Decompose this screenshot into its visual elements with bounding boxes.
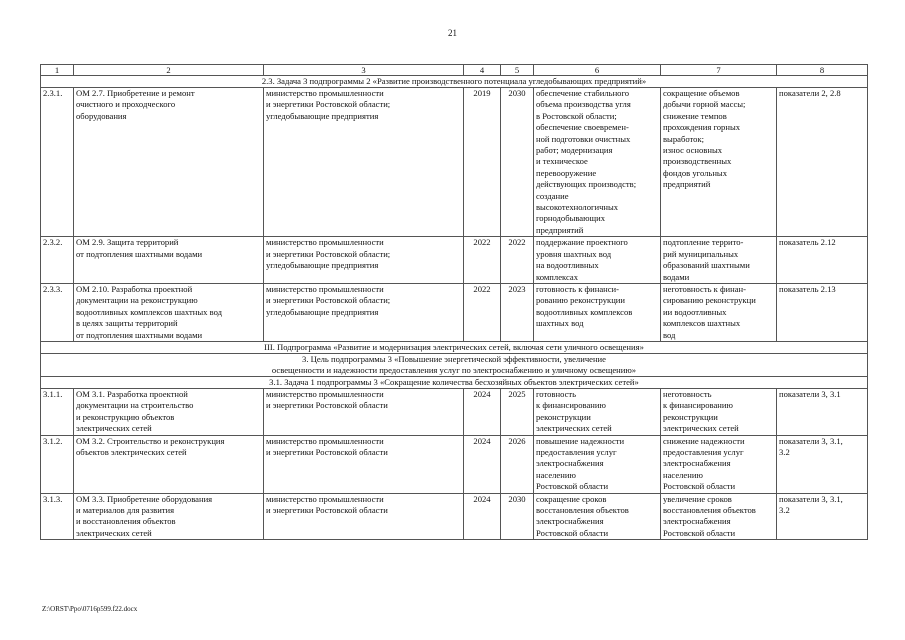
table-row	[41, 493, 868, 540]
start-year: 2024	[464, 493, 501, 540]
end-year: 2030	[501, 88, 534, 237]
end-year: 2025	[501, 388, 534, 435]
subprogram-heading: III. Подпрограмма «Развитие и модернизация электрических сетей, включая сети уличного освещения»	[41, 341, 868, 353]
start-year: 2019	[464, 88, 501, 237]
consequence: сокращение объемов добычи горной массы; снижение темпов прохождения горных выработок; износ основных производственных фондов угольных предприятий	[661, 88, 777, 237]
row-number: 2.3.3.	[41, 283, 74, 341]
indicators: показатель 2.13	[777, 283, 868, 341]
row-number: 3.1.1.	[41, 388, 74, 435]
measure-name: ОМ 3.1. Разработка проектной документации на строительство и реконструкцию объектов электрических сетей	[74, 388, 264, 435]
indicators: показатели 2, 2.8	[777, 88, 868, 237]
col-header: 5	[501, 65, 534, 76]
expected-result: обеспечение стабильного объема производства угля в Ростовской области; обеспечение своевремен- ной подготовки очистных работ; модернизация и техническое перевооружение действующих производств; создание высокотехнологичных горнодобывающих предприятий	[534, 88, 661, 237]
row-number: 3.1.2.	[41, 435, 74, 493]
end-year: 2022	[501, 237, 534, 284]
file-path-footer: Z:\ORST\Ppo\0716p599.f22.docx	[42, 605, 138, 613]
executor: министерство промышленности и энергетики Ростовской области; угледобывающие предприятия	[264, 237, 464, 284]
executor: министерство промышленности и энергетики Ростовской области; угледобывающие предприятия	[264, 88, 464, 237]
end-year: 2030	[501, 493, 534, 540]
goal-heading: 3. Цель подпрограммы 3 «Повышение энергетической эффективности, увеличение освещенности и надежности предоставления услуг по электроснабжению и уличному освещению»	[41, 353, 868, 376]
executor: министерство промышленности и энергетики Ростовской области	[264, 435, 464, 493]
measure-name: ОМ 2.9. Защита территорий от подтопления шахтными водами	[74, 237, 264, 284]
consequence: увеличение сроков восстановления объектов электроснабжения Ростовской области	[661, 493, 777, 540]
indicators: показатели 3, 3.1	[777, 388, 868, 435]
consequence: снижение надежности предоставления услуг электроснабжения населению Ростовской области	[661, 435, 777, 493]
expected-result: поддержание проектного уровня шахтных вод на водоотливных комплексах	[534, 237, 661, 284]
row-number: 2.3.1.	[41, 88, 74, 237]
col-header: 1	[41, 65, 74, 76]
measures-table	[40, 64, 868, 540]
end-year: 2026	[501, 435, 534, 493]
start-year: 2022	[464, 283, 501, 341]
consequence: неготовность к финансированию реконструкции электрических сетей	[661, 388, 777, 435]
row-number: 3.1.3.	[41, 493, 74, 540]
indicators: показатели 3, 3.1, 3.2	[777, 435, 868, 493]
row-number: 2.3.2.	[41, 237, 74, 284]
col-header: 4	[464, 65, 501, 76]
col-header: 7	[661, 65, 777, 76]
col-header: 6	[534, 65, 661, 76]
measure-name: ОМ 3.2. Строительство и реконструкция объектов электрических сетей	[74, 435, 264, 493]
indicators: показатели 3, 3.1, 3.2	[777, 493, 868, 540]
executor: министерство промышленности и энергетики Ростовской области	[264, 388, 464, 435]
task-heading: 2.3. Задача 3 подпрограммы 2 «Развитие производственного потенциала угледобывающих предприятий»	[41, 76, 868, 88]
start-year: 2022	[464, 237, 501, 284]
table-row	[41, 88, 868, 237]
measure-name: ОМ 2.7. Приобретение и ремонт очистного и проходческого оборудования	[74, 88, 264, 237]
column-header-row	[41, 65, 868, 76]
task-heading: 3.1. Задача 1 подпрограммы 3 «Сокращение количества бесхозяйных объектов электрических сетей»	[41, 376, 868, 388]
expected-result: повышение надежности предоставления услуг электроснабжения населению Ростовской области	[534, 435, 661, 493]
col-header: 2	[74, 65, 264, 76]
table-row	[41, 237, 868, 284]
measure-name: ОМ 2.10. Разработка проектной документации на реконструкцию водоотливных комплексов шахтных вод в целях защиты территорий от подтопления шахтными водами	[74, 283, 264, 341]
expected-result: готовность к финансированию реконструкции электрических сетей	[534, 388, 661, 435]
executor: министерство промышленности и энергетики Ростовской области	[264, 493, 464, 540]
table-row	[41, 388, 868, 435]
executor: министерство промышленности и энергетики Ростовской области; угледобывающие предприятия	[264, 283, 464, 341]
indicators: показатель 2.12	[777, 237, 868, 284]
table-row	[41, 283, 868, 341]
consequence: подтопление террито- рий муниципальных образований шахтными водами	[661, 237, 777, 284]
page-number: 21	[448, 28, 457, 38]
end-year: 2023	[501, 283, 534, 341]
measure-name: ОМ 3.3. Приобретение оборудования и материалов для развития и восстановления объектов электрических сетей	[74, 493, 264, 540]
start-year: 2024	[464, 388, 501, 435]
expected-result: сокращение сроков восстановления объектов электроснабжения Ростовской области	[534, 493, 661, 540]
col-header: 8	[777, 65, 868, 76]
table-row	[41, 435, 868, 493]
start-year: 2024	[464, 435, 501, 493]
consequence: неготовность к финан- сированию реконструкци ии водоотливных комплексов шахтных вод	[661, 283, 777, 341]
col-header: 3	[264, 65, 464, 76]
expected-result: готовность к финанси- рованию реконструкции водоотливных комплексов шахтных вод	[534, 283, 661, 341]
